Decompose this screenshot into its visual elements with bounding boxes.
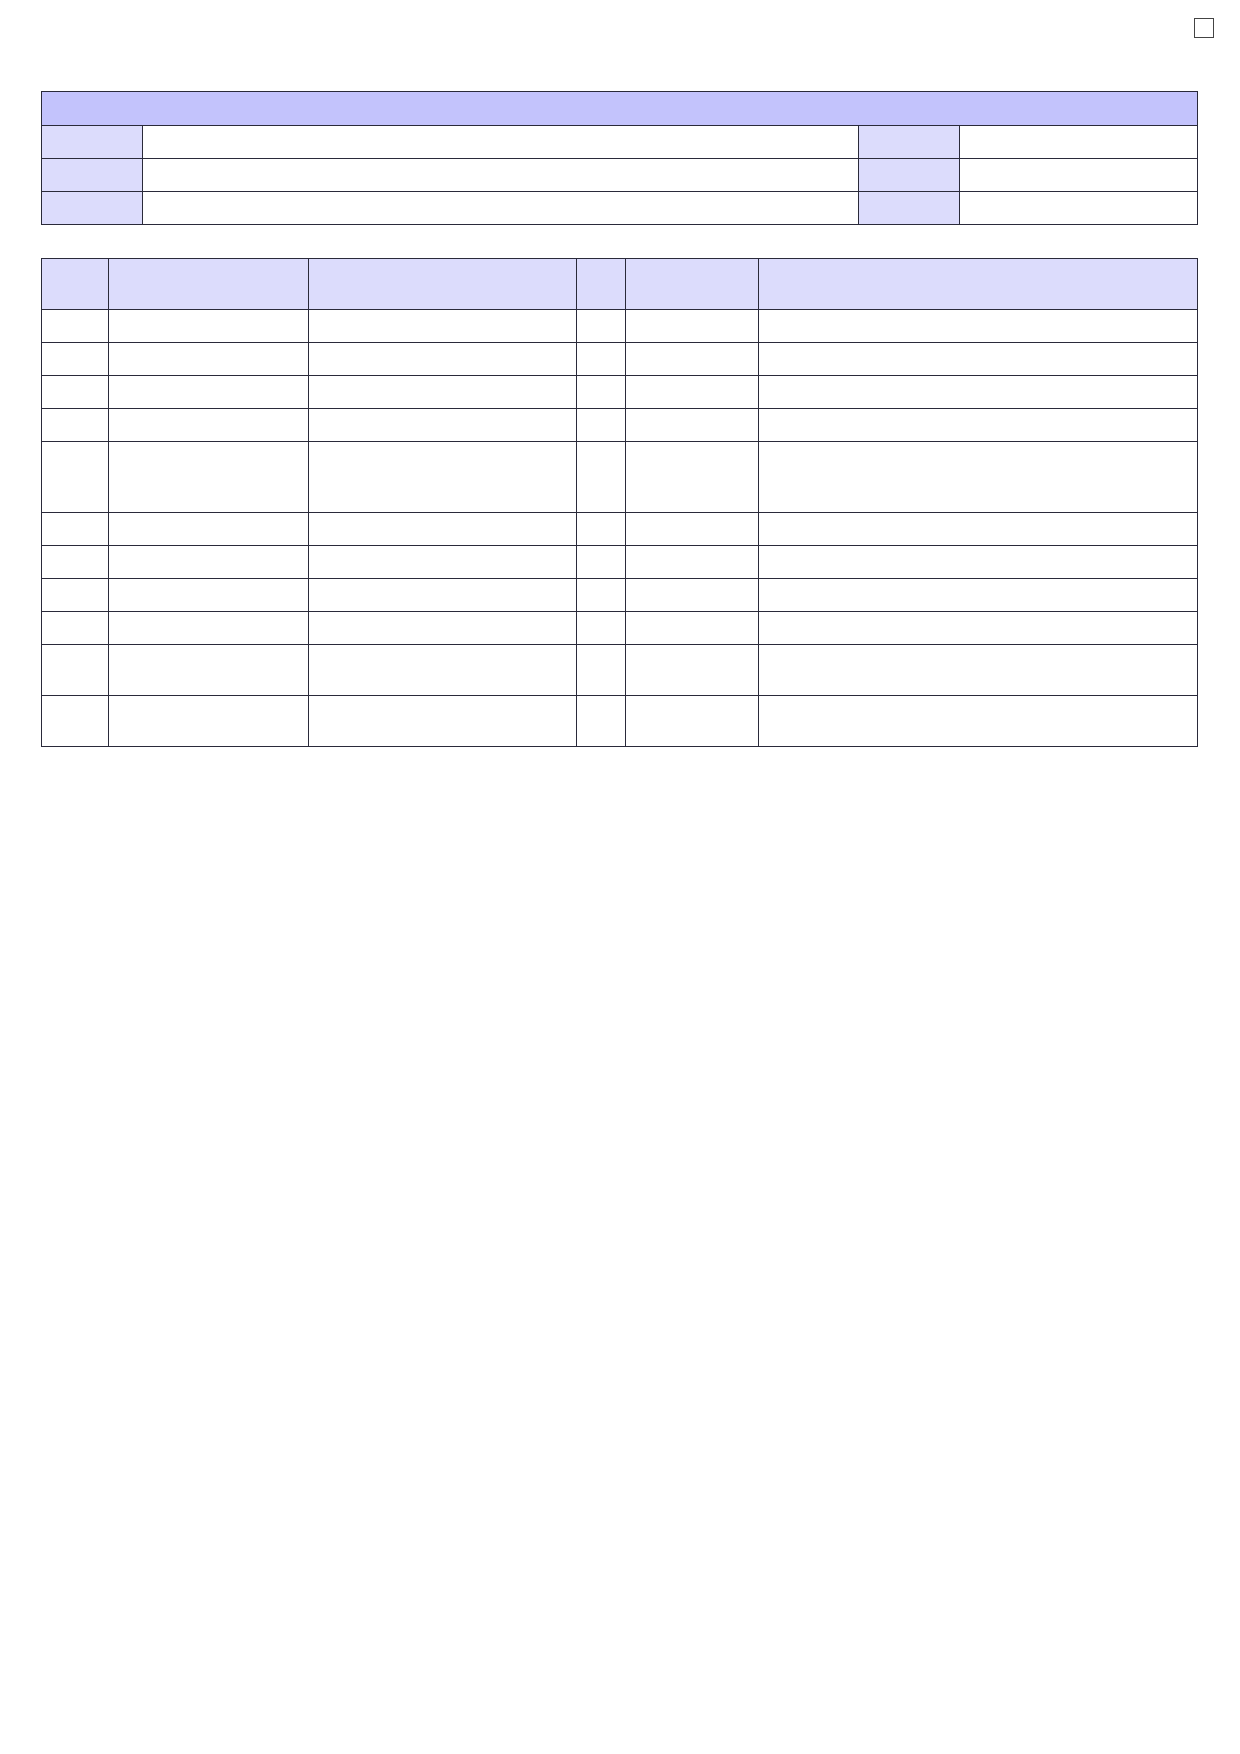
row-number bbox=[42, 612, 109, 645]
note-line bbox=[48, 816, 1158, 842]
row-name bbox=[308, 696, 576, 747]
table-row bbox=[42, 579, 1198, 612]
column-header bbox=[308, 259, 576, 310]
row-note bbox=[759, 579, 1198, 612]
info-value bbox=[142, 126, 858, 159]
row-name bbox=[308, 612, 576, 645]
column-header bbox=[759, 259, 1198, 310]
row-note bbox=[759, 612, 1198, 645]
row-code bbox=[108, 442, 308, 513]
info-title-row bbox=[42, 92, 1198, 126]
row-code bbox=[108, 409, 308, 442]
info-table bbox=[41, 91, 1198, 225]
info-label bbox=[859, 159, 960, 192]
row-note bbox=[759, 310, 1198, 343]
column-header bbox=[576, 259, 626, 310]
info-label bbox=[42, 159, 143, 192]
row-number bbox=[42, 310, 109, 343]
row-note bbox=[759, 645, 1198, 696]
note-line bbox=[48, 867, 1158, 893]
row-amount bbox=[626, 696, 759, 747]
row-name bbox=[308, 546, 576, 579]
row-qty bbox=[576, 645, 626, 696]
row-amount bbox=[626, 645, 759, 696]
info-label bbox=[42, 192, 143, 225]
table-row bbox=[42, 513, 1198, 546]
row-qty bbox=[576, 696, 626, 747]
row-code bbox=[108, 579, 308, 612]
row-qty bbox=[576, 343, 626, 376]
row-qty bbox=[576, 546, 626, 579]
table-row bbox=[42, 376, 1198, 409]
row-code bbox=[108, 612, 308, 645]
row-note bbox=[759, 442, 1198, 513]
info-title bbox=[42, 92, 1198, 126]
document-footer bbox=[48, 1706, 1198, 1730]
note-line bbox=[48, 944, 1158, 970]
row-code bbox=[108, 310, 308, 343]
row-qty bbox=[576, 579, 626, 612]
row-qty bbox=[576, 409, 626, 442]
note-line bbox=[48, 893, 1158, 919]
table-row bbox=[42, 645, 1198, 696]
table-row bbox=[42, 442, 1198, 513]
row-amount bbox=[626, 442, 759, 513]
info-label bbox=[859, 126, 960, 159]
items-header-row bbox=[42, 259, 1198, 310]
row-amount bbox=[626, 513, 759, 546]
row-name bbox=[308, 343, 576, 376]
items-table bbox=[41, 258, 1198, 747]
column-header bbox=[626, 259, 759, 310]
info-value bbox=[142, 159, 858, 192]
info-row bbox=[42, 126, 1198, 159]
row-number bbox=[42, 442, 109, 513]
row-amount bbox=[626, 579, 759, 612]
row-note bbox=[759, 409, 1198, 442]
row-amount bbox=[626, 546, 759, 579]
row-code bbox=[108, 645, 308, 696]
column-header bbox=[108, 259, 308, 310]
document-header-line bbox=[48, 40, 1158, 64]
row-code bbox=[108, 376, 308, 409]
table-row bbox=[42, 310, 1198, 343]
row-name bbox=[308, 376, 576, 409]
row-name bbox=[308, 579, 576, 612]
table-row bbox=[42, 546, 1198, 579]
table-row bbox=[42, 696, 1198, 747]
row-note bbox=[759, 513, 1198, 546]
row-amount bbox=[626, 409, 759, 442]
row-note bbox=[759, 343, 1198, 376]
row-name bbox=[308, 442, 576, 513]
note-line bbox=[48, 791, 1158, 817]
row-name bbox=[308, 645, 576, 696]
row-qty bbox=[576, 442, 626, 513]
info-label bbox=[859, 192, 960, 225]
info-row bbox=[42, 159, 1198, 192]
row-qty bbox=[576, 612, 626, 645]
info-value bbox=[960, 126, 1198, 159]
row-number bbox=[42, 409, 109, 442]
row-note bbox=[759, 696, 1198, 747]
row-qty bbox=[576, 310, 626, 343]
row-amount bbox=[626, 310, 759, 343]
table-row bbox=[42, 612, 1198, 645]
corner-checkbox bbox=[1194, 18, 1214, 38]
row-number bbox=[42, 546, 109, 579]
row-amount bbox=[626, 343, 759, 376]
note-line bbox=[48, 765, 1158, 791]
row-number bbox=[42, 343, 109, 376]
info-value bbox=[960, 159, 1198, 192]
info-value bbox=[142, 192, 858, 225]
row-number bbox=[42, 696, 109, 747]
row-code bbox=[108, 343, 308, 376]
table-row bbox=[42, 409, 1198, 442]
row-number bbox=[42, 513, 109, 546]
info-value bbox=[960, 192, 1198, 225]
row-name bbox=[308, 409, 576, 442]
notes-section bbox=[48, 765, 1158, 969]
row-name bbox=[308, 310, 576, 343]
note-line bbox=[48, 918, 1158, 944]
row-note bbox=[759, 376, 1198, 409]
row-amount bbox=[626, 612, 759, 645]
row-code bbox=[108, 696, 308, 747]
row-number bbox=[42, 579, 109, 612]
table-row bbox=[42, 343, 1198, 376]
info-row bbox=[42, 192, 1198, 225]
row-amount bbox=[626, 376, 759, 409]
row-qty bbox=[576, 376, 626, 409]
row-number bbox=[42, 376, 109, 409]
row-code bbox=[108, 513, 308, 546]
row-name bbox=[308, 513, 576, 546]
column-header bbox=[42, 259, 109, 310]
row-qty bbox=[576, 513, 626, 546]
row-note bbox=[759, 546, 1198, 579]
note-line bbox=[48, 842, 1158, 868]
row-number bbox=[42, 645, 109, 696]
info-label bbox=[42, 126, 143, 159]
row-code bbox=[108, 546, 308, 579]
